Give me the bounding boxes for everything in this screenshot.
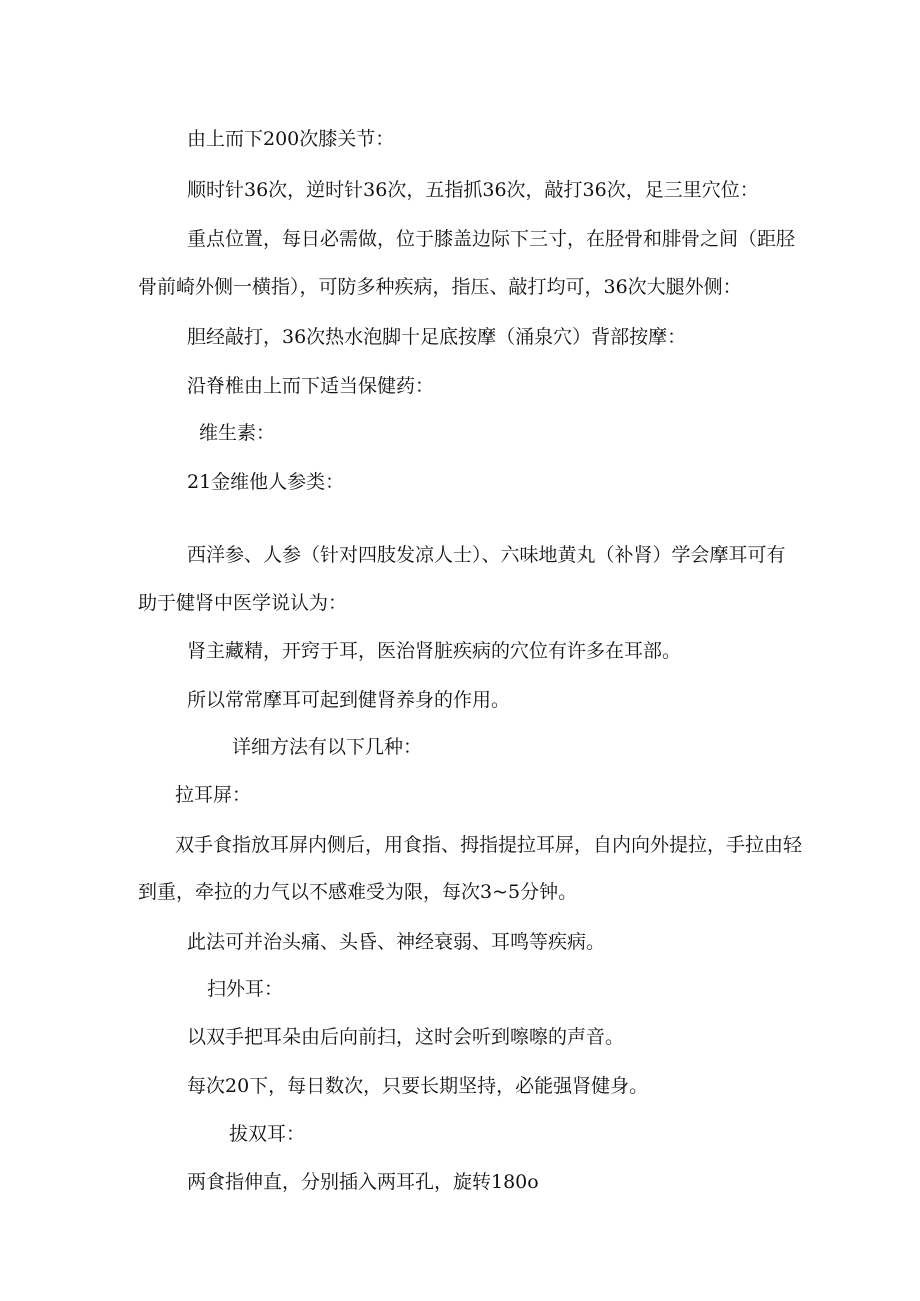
text-line-5: 胆经敲打，36次热水泡脚十足底按摩（涌泉穴）背部按摩：: [187, 326, 687, 348]
text-line-6: 沿脊椎由上而下适当保健药：: [187, 375, 435, 397]
text-line-12: 所以常常摩耳可起到健肾养身的作用。: [187, 689, 511, 711]
text-line-1: 由上而下200次膝关节：: [187, 128, 395, 150]
text-line-16: 到重，牵拉的力气以不感难受为限，每次3~5分钟。: [138, 881, 578, 903]
text-line-4: 骨前崎外侧一横指），可防多种疾病，指压、敲打均可，36次大腿外侧：: [138, 276, 742, 298]
text-line-3: 重点位置，每日必需做，位于膝盖边际下三寸，在胫骨和腓骨之间（距胫: [187, 228, 796, 250]
text-line-21: 拔双耳：: [229, 1123, 306, 1145]
text-line-20: 每次20下，每日数次，只要长期坚持，必能强肾健身。: [187, 1075, 649, 1097]
text-line-17: 此法可并治头痛、头昏、神经衰弱、耳鸣等疾病。: [187, 931, 606, 953]
text-line-2: 顺时针36次，逆时针36次，五指抓36次，敲打36次，足三里穴位：: [187, 179, 759, 201]
text-line-14: 拉耳屏：: [175, 784, 252, 806]
text-line-9: 西洋参、人参（针对四肢发凉人士）、六味地黄丸（补肾）学会摩耳可有: [187, 544, 786, 566]
text-line-8: 21金维他人参类：: [187, 471, 345, 493]
text-line-22: 两食指伸直，分别插入两耳孔，旋转180o: [187, 1171, 539, 1193]
text-line-11: 肾主藏精，开窍于耳，医治肾脏疾病的穴位有许多在耳部。: [187, 640, 682, 662]
text-line-18: 扫外耳：: [207, 978, 284, 1000]
text-line-7: 维生素：: [199, 422, 276, 444]
text-line-15: 双手食指放耳屏内侧后，用食指、拇指提拉耳屏，自内向外提拉，手拉由轻: [175, 834, 803, 856]
text-line-10: 助于健肾中医学说认为：: [138, 592, 348, 614]
text-line-13: 详细方法有以下几种：: [232, 736, 423, 758]
text-line-19: 以双手把耳朵由后向前扫，这时会听到嚓嚓的声音。: [187, 1026, 625, 1048]
